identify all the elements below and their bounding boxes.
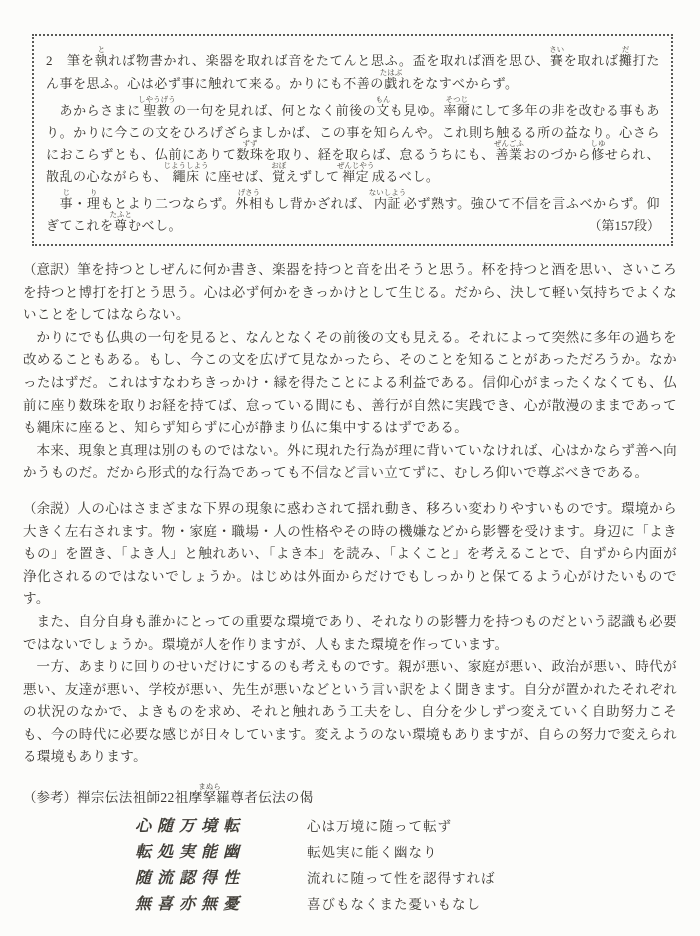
boxed-paragraph: 2 筆を執とれば物書かれ、楽器を取れば音をたてんと思ふ。盃を取れば酒を思ひ、賽さいを取れば攤だ打たん事を思ふ。心は必ず事に触れて来る。かりにも不善の戯たはぶれをなすべからず。 <box>46 45 660 91</box>
iyaku-lead-text: 筆を持つとしぜんに何か書き、楽器を持つと音を出そうと思う。杯を持つと酒を思い、さいころを持つと博打を打とう思う。心は必ず何かをきっかけとして生じる。だから、決して軽い気持ちでよくないことをしてはならない。 <box>23 262 677 323</box>
furigana-annotated-word: 尊たふと <box>109 210 133 233</box>
boxed-quotation-text <box>46 45 660 237</box>
iyaku-lead-paragraph <box>23 259 677 327</box>
iyaku-label: （意訳） <box>23 262 78 277</box>
yosetsu-lead-text: 人の心はさまざまな下界の現象に惑わされて揺れ動き、移ろい変わりやすいものです。環境から大きく左右されます。物・家庭・職場・人の性格やその時の機嫌などから影響を受けます。身辺に「よきもの」を置き、「よき人」と触れあい、「よき本」を読み、「よくこと」を考えることで、自ずから内面が浄化されるのではないでしょうか。はじめは外面からだけでもしっかりと保てるよう心がけたいものです。 <box>23 500 677 607</box>
yosetsu-paragraph: また、自分自身も誰かにとっての重要な環境であり、それなりの影響力を持つものだという認識も必要ではないでしょうか。環境が人を作りますが、人もまた環境を作っています。 <box>23 613 677 652</box>
iyaku-paragraph: かりにでも仏典の一句を見ると、なんとなくその前後の文も見える。それによって突然に多年の過ちを改めることもある。もし、今この文を広げて見なかったら、そのことを知ることがあっただろうか。なかったはずだ。これはすなわちきっかけ・縁を得たことによる利益である。信仰心がまったくなくても、仏前に座り数珠を取りお経を持てば、怠っている間にも、善行が自然に実践でき、心が散漫のままであっても縄床に座ると、知らず知らずに心が静まり仏に集中するはずである。 <box>23 329 677 436</box>
furigana-annotated-word: 修しゆ <box>590 139 606 162</box>
yosetsu-paragraphs <box>23 611 677 769</box>
boxed-paragraph: あからさまに聖教しやうげうの一句を見れば、何となく前後の文もんも見ゆ。率爾そつじにして多年の非を改むる事もあり。かりに今この文をひろげざらましかば、この事を知らんや。これ則ち触るる所の益なり。心さらにおこらずとも、仏前にありて数珠ずずを取り、経を取らば、怠るうちにも、善業ぜんごふおのづから修しゆせられ、散乱の心ながらも、繩床じようしように座せば、覚おぼえずして禅定ぜんじやう成るべし。 <box>46 95 660 184</box>
furigana-annotated-word: 率爾そつじ <box>443 95 471 118</box>
section-sanko <box>23 782 677 918</box>
yosetsu-label: （余説） <box>23 500 78 516</box>
section-iyaku <box>23 259 677 485</box>
furigana-annotated-word: 事じ <box>59 188 74 211</box>
iyaku-paragraphs <box>23 327 677 485</box>
gatha-row <box>135 866 677 892</box>
furigana-annotated-word: 善業ぜんごふ <box>493 139 524 162</box>
yosetsu-lead-paragraph <box>23 498 677 611</box>
gatha-reading: 流れに随って性を認得すれば <box>307 871 496 887</box>
section-yosetsu <box>23 498 677 769</box>
sanko-title: 禅宗伝法祖師22祖摩拏羅まぬら尊者伝法の偈 <box>77 782 314 806</box>
furigana-annotated-word: 禅定ぜんじやう <box>336 161 375 184</box>
furigana-annotated-word: 執と <box>94 45 109 68</box>
gatha-reading: 転処実に能く幽なり <box>307 845 438 861</box>
furigana-annotated-word: 賽さい <box>549 45 565 68</box>
furigana-annotated-word: 聖教しやうげう <box>138 95 176 118</box>
gatha-list <box>135 814 677 918</box>
gatha-kanbun-calligraphy: 転処実能幽 <box>135 844 246 862</box>
furigana-annotated-word: 摩拏羅まぬら <box>188 782 231 806</box>
boxed-paragraph: 事じ・理りもとより二つならず。外相げさうもし背かざれば、内証ないしよう必ず熟す。強ひて不信を言ふべからず。仰ぎてこれを尊たふとむべし。 （第157段） <box>46 188 660 237</box>
gatha-reading: 心は万境に随って転ず <box>307 819 452 835</box>
gatha-reading: 喜びもなくまた憂いもなし <box>307 897 481 913</box>
iyaku-paragraph: 本来、現象と真理は別のものではない。外に現れた行為が理に背いていなければ、心はかならず善へ向かうものだ。だから形式的な行為であっても不信など言い立てずに、むしろ仰いで尊ぶべきである。 <box>23 442 677 481</box>
sanko-label: （参考） <box>23 790 77 806</box>
sanko-title-line <box>23 782 677 810</box>
yosetsu-paragraph: 一方、あまりに回りのせいだけにするのも考えものです。親が悪い、家庭が悪い、政治が悪い、時代が悪い、友達が悪い、学校が悪い、先生が悪いなどという言い訳をよく聞きます。自分が置かれたそれぞれの状況のなかで、よきものを求め、それと触れあう工夫をし、自分を少しずつ変えていく自助努力こそも、今の時代に必要な感じが日々しています。変えようのない環境もありますが、自らの努力で変えられる環境もあります。 <box>23 659 677 765</box>
furigana-annotated-word: 数珠ずず <box>236 139 264 162</box>
furigana-annotated-word: 攤だ <box>618 45 633 68</box>
gatha-row <box>135 814 677 840</box>
furigana-annotated-word: 文もん <box>375 95 391 118</box>
gatha-kanbun-calligraphy: 心随万境転 <box>135 818 246 836</box>
furigana-annotated-word: 覚おぼ <box>271 161 287 184</box>
gatha-row <box>135 840 677 866</box>
furigana-annotated-word: 理り <box>86 188 101 211</box>
gatha-kanbun-calligraphy: 随流認得性 <box>135 870 246 888</box>
section-reference-label: （第157段） <box>588 218 660 233</box>
boxed-quotation-frame <box>32 34 673 246</box>
furigana-annotated-word: 内証ないしよう <box>368 188 407 211</box>
furigana-annotated-word: 戯たはぶ <box>379 68 403 91</box>
furigana-annotated-word: 繩床じようしよう <box>163 161 209 184</box>
gatha-row <box>135 892 677 918</box>
furigana-annotated-word: 外相げさう <box>235 188 263 211</box>
gatha-kanbun-calligraphy: 無喜亦無憂 <box>135 896 246 914</box>
